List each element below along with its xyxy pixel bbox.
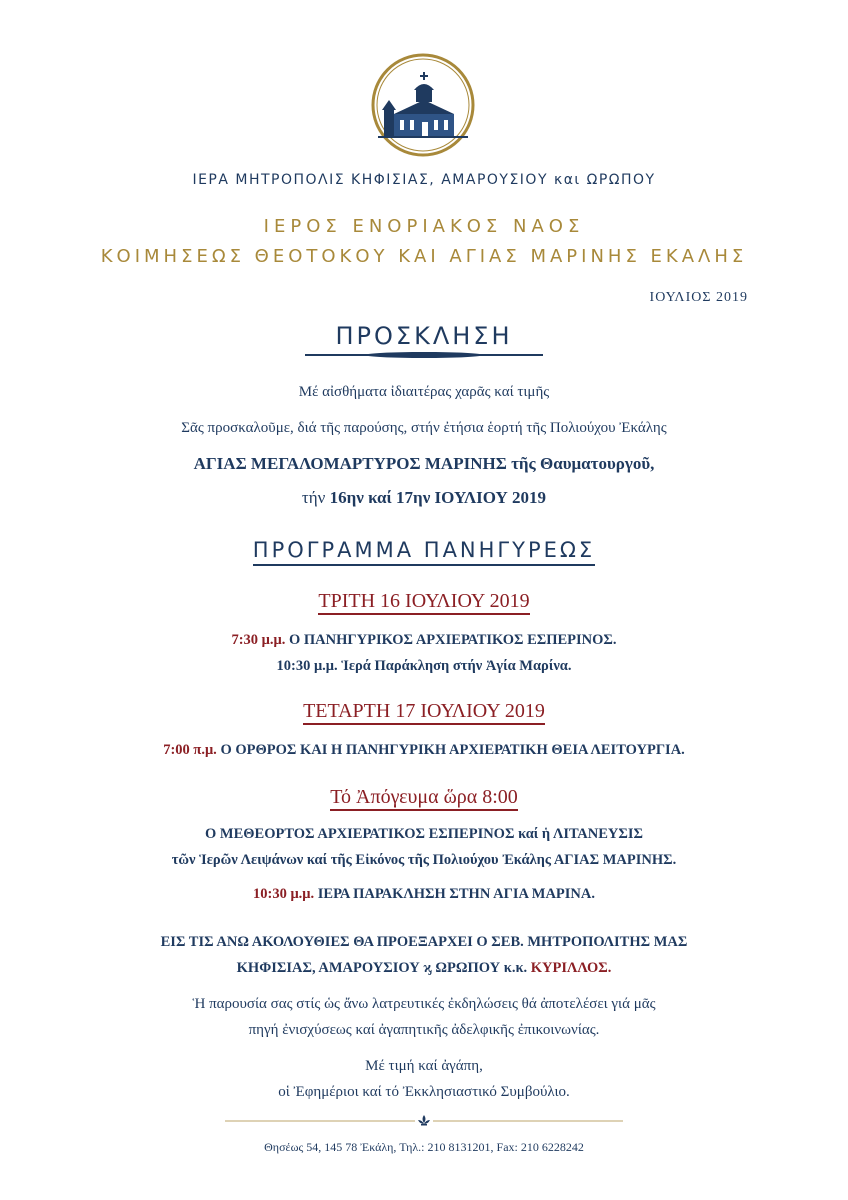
church-logo bbox=[370, 52, 476, 158]
metropolitan-name: ΚΥΡΙΛΛΟΣ. bbox=[530, 960, 612, 976]
footer-address: Θησέως 54, 145 78 Ἐκάλη, Τηλ.: 210 8131201, Fax: 210 6228242 bbox=[264, 1140, 584, 1154]
day2-heading bbox=[0, 700, 848, 723]
day1-item-2-text: Ἱερά Παράκληση στήν Ἁγία Μαρίνα. bbox=[341, 658, 572, 674]
day2-heading-text: ΤΕΤΑΡΤΗ 17 ΙΟΥΛΙΟΥ 2019 bbox=[303, 700, 545, 725]
day1-item-1-text: Ο ΠΑΝΗΓΥΡΙΚΟΣ ΑΡΧΙΕΡΑΤΙΚΟΣ ΕΣΠΕΡΙΝΟΣ. bbox=[288, 632, 617, 648]
closing-line-1: Ἡ παρουσία σας στίς ὡς ἄνω λατρευτικές ἐκδηλώσεις θά ἀποτελέσει γιά μᾶς bbox=[192, 996, 656, 1012]
closing-line-2: πηγή ἐνισχύσεως καί ἀγαπητικῆς ἀδελφικῆς ἐπικοινωνίας. bbox=[248, 1022, 600, 1038]
day1-heading-text: ΤΡΙΤΗ 16 ΙΟΥΛΙΟΥ 2019 bbox=[318, 590, 529, 615]
day1-heading bbox=[0, 590, 848, 613]
invitation-dates: 16ην καί 17ην ΙΟΥΛΙΟΥ 2019 bbox=[329, 488, 547, 507]
afternoon-heading bbox=[0, 786, 848, 809]
closing-line-4: οἱ Ἐφημέριοι καί τό Ἐκκλησιαστικό Συμβούλιο. bbox=[278, 1084, 570, 1100]
parish-line-2: ΚΟΙΜΗΣΕΩΣ ΘΕΟΤΟΚΟΥ ΚΑΙ ΑΓΙΑΣ ΜΑΡΙΝΗΣ ΕΚΑΛΗΣ bbox=[100, 246, 748, 267]
afternoon-line-2: τῶν Ἱερῶν Λειψάνων καί τῆς Εἰκόνος τῆς Πολιούχου Ἐκάλης ΑΓΙΑΣ ΜΑΡΙΝΗΣ. bbox=[171, 852, 677, 868]
day2-item-2 bbox=[0, 886, 848, 903]
day2-item-1-time: 7:00 π.μ. bbox=[163, 742, 217, 758]
day1-item-1-time: 7:30 μ.μ. bbox=[231, 632, 286, 648]
day1-item-1 bbox=[0, 632, 848, 649]
invitation-line-4 bbox=[0, 488, 848, 508]
invitation-title: ΠΡΟΣΚΛΗΣΗ bbox=[335, 322, 513, 350]
afternoon-heading-text: Τό Ἀπόγευμα ὥρα 8:00 bbox=[330, 786, 518, 811]
program-title bbox=[0, 538, 848, 562]
afternoon-line-1: Ο ΜΕΘΕΟΡΤΟΣ ΑΡΧΙΕΡΑΤΙΚΟΣ ΕΣΠΕΡΙΝΟΣ καί ἡ ΛΙΤΑΝΕΥΣΙΣ bbox=[205, 826, 643, 842]
presiding-line-2-text: ΚΗΦΙΣΙΑΣ, ΑΜΑΡΟΥΣΙΟΥ ϗ ΩΡΩΠΟΥ κ.κ. bbox=[236, 960, 531, 976]
invitation-line-1: Μέ αἰσθήματα ἰδιαιτέρας χαρᾶς καί τιμῆς bbox=[298, 384, 550, 400]
fleur-divider bbox=[225, 1112, 623, 1124]
parish-line-1: ΙΕΡΟΣ ΕΝΟΡΙΑΚΟΣ ΝΑΟΣ bbox=[263, 216, 585, 237]
day2-item-1 bbox=[0, 742, 848, 759]
invitation-line-2: Σᾶς προσκαλοῦμε, διά τῆς παρούσης, στήν ἐτήσια ἑορτή τῆς Πολιούχου Ἐκάλης bbox=[181, 420, 667, 436]
program-title-text: ΠΡΟΓΡΑΜΜΑ ΠΑΝΗΓΥΡΕΩΣ bbox=[253, 538, 595, 566]
title-flourish bbox=[305, 354, 543, 356]
day2-item-2-text: ΙΕΡΑ ΠΑΡΑΚΛΗΣΗ ΣΤΗΝ ΑΓΙΑ ΜΑΡΙΝΑ. bbox=[317, 886, 595, 902]
presiding-line-2 bbox=[0, 960, 848, 977]
metropolis-name: ΙΕΡΑ ΜΗΤΡΟΠΟΛΙΣ ΚΗΦΙΣΙΑΣ, ΑΜΑΡΟΥΣΙΟΥ και ΩΡΩΠΟΥ bbox=[192, 172, 656, 188]
day1-item-2 bbox=[0, 658, 848, 675]
invitation-line-3: ΑΓΙΑΣ ΜΕΓΑΛΟΜΑΡΤΥΡΟΣ ΜΑΡΙΝΗΣ τῆς Θαυματουργοῦ, bbox=[193, 454, 655, 473]
day1-item-2-time: 10:30 μ.μ. bbox=[276, 658, 338, 674]
invitation-dates-prefix: τήν bbox=[301, 488, 330, 507]
day2-item-2-time: 10:30 μ.μ. bbox=[253, 886, 315, 902]
document-date: ΙΟΥΛΙΟΣ 2019 bbox=[649, 290, 748, 305]
day2-item-1-text: Ο ΟΡΘΡΟΣ ΚΑΙ Η ΠΑΝΗΓΥΡΙΚΗ ΑΡΧΙΕΡΑΤΙΚΗ ΘΕΙΑ ΛΕΙΤΟΥΡΓΙΑ. bbox=[220, 742, 685, 758]
presiding-line-1: ΕΙΣ ΤΙΣ ΑΝΩ ΑΚΟΛΟΥΘΙΕΣ ΘΑ ΠΡΟΕΞΑΡΧΕΙ Ο ΣΕΒ. ΜΗΤΡΟΠΟΛΙΤΗΣ ΜΑΣ bbox=[160, 934, 688, 950]
closing-line-3: Μέ τιμή καί ἀγάπη, bbox=[365, 1058, 483, 1074]
